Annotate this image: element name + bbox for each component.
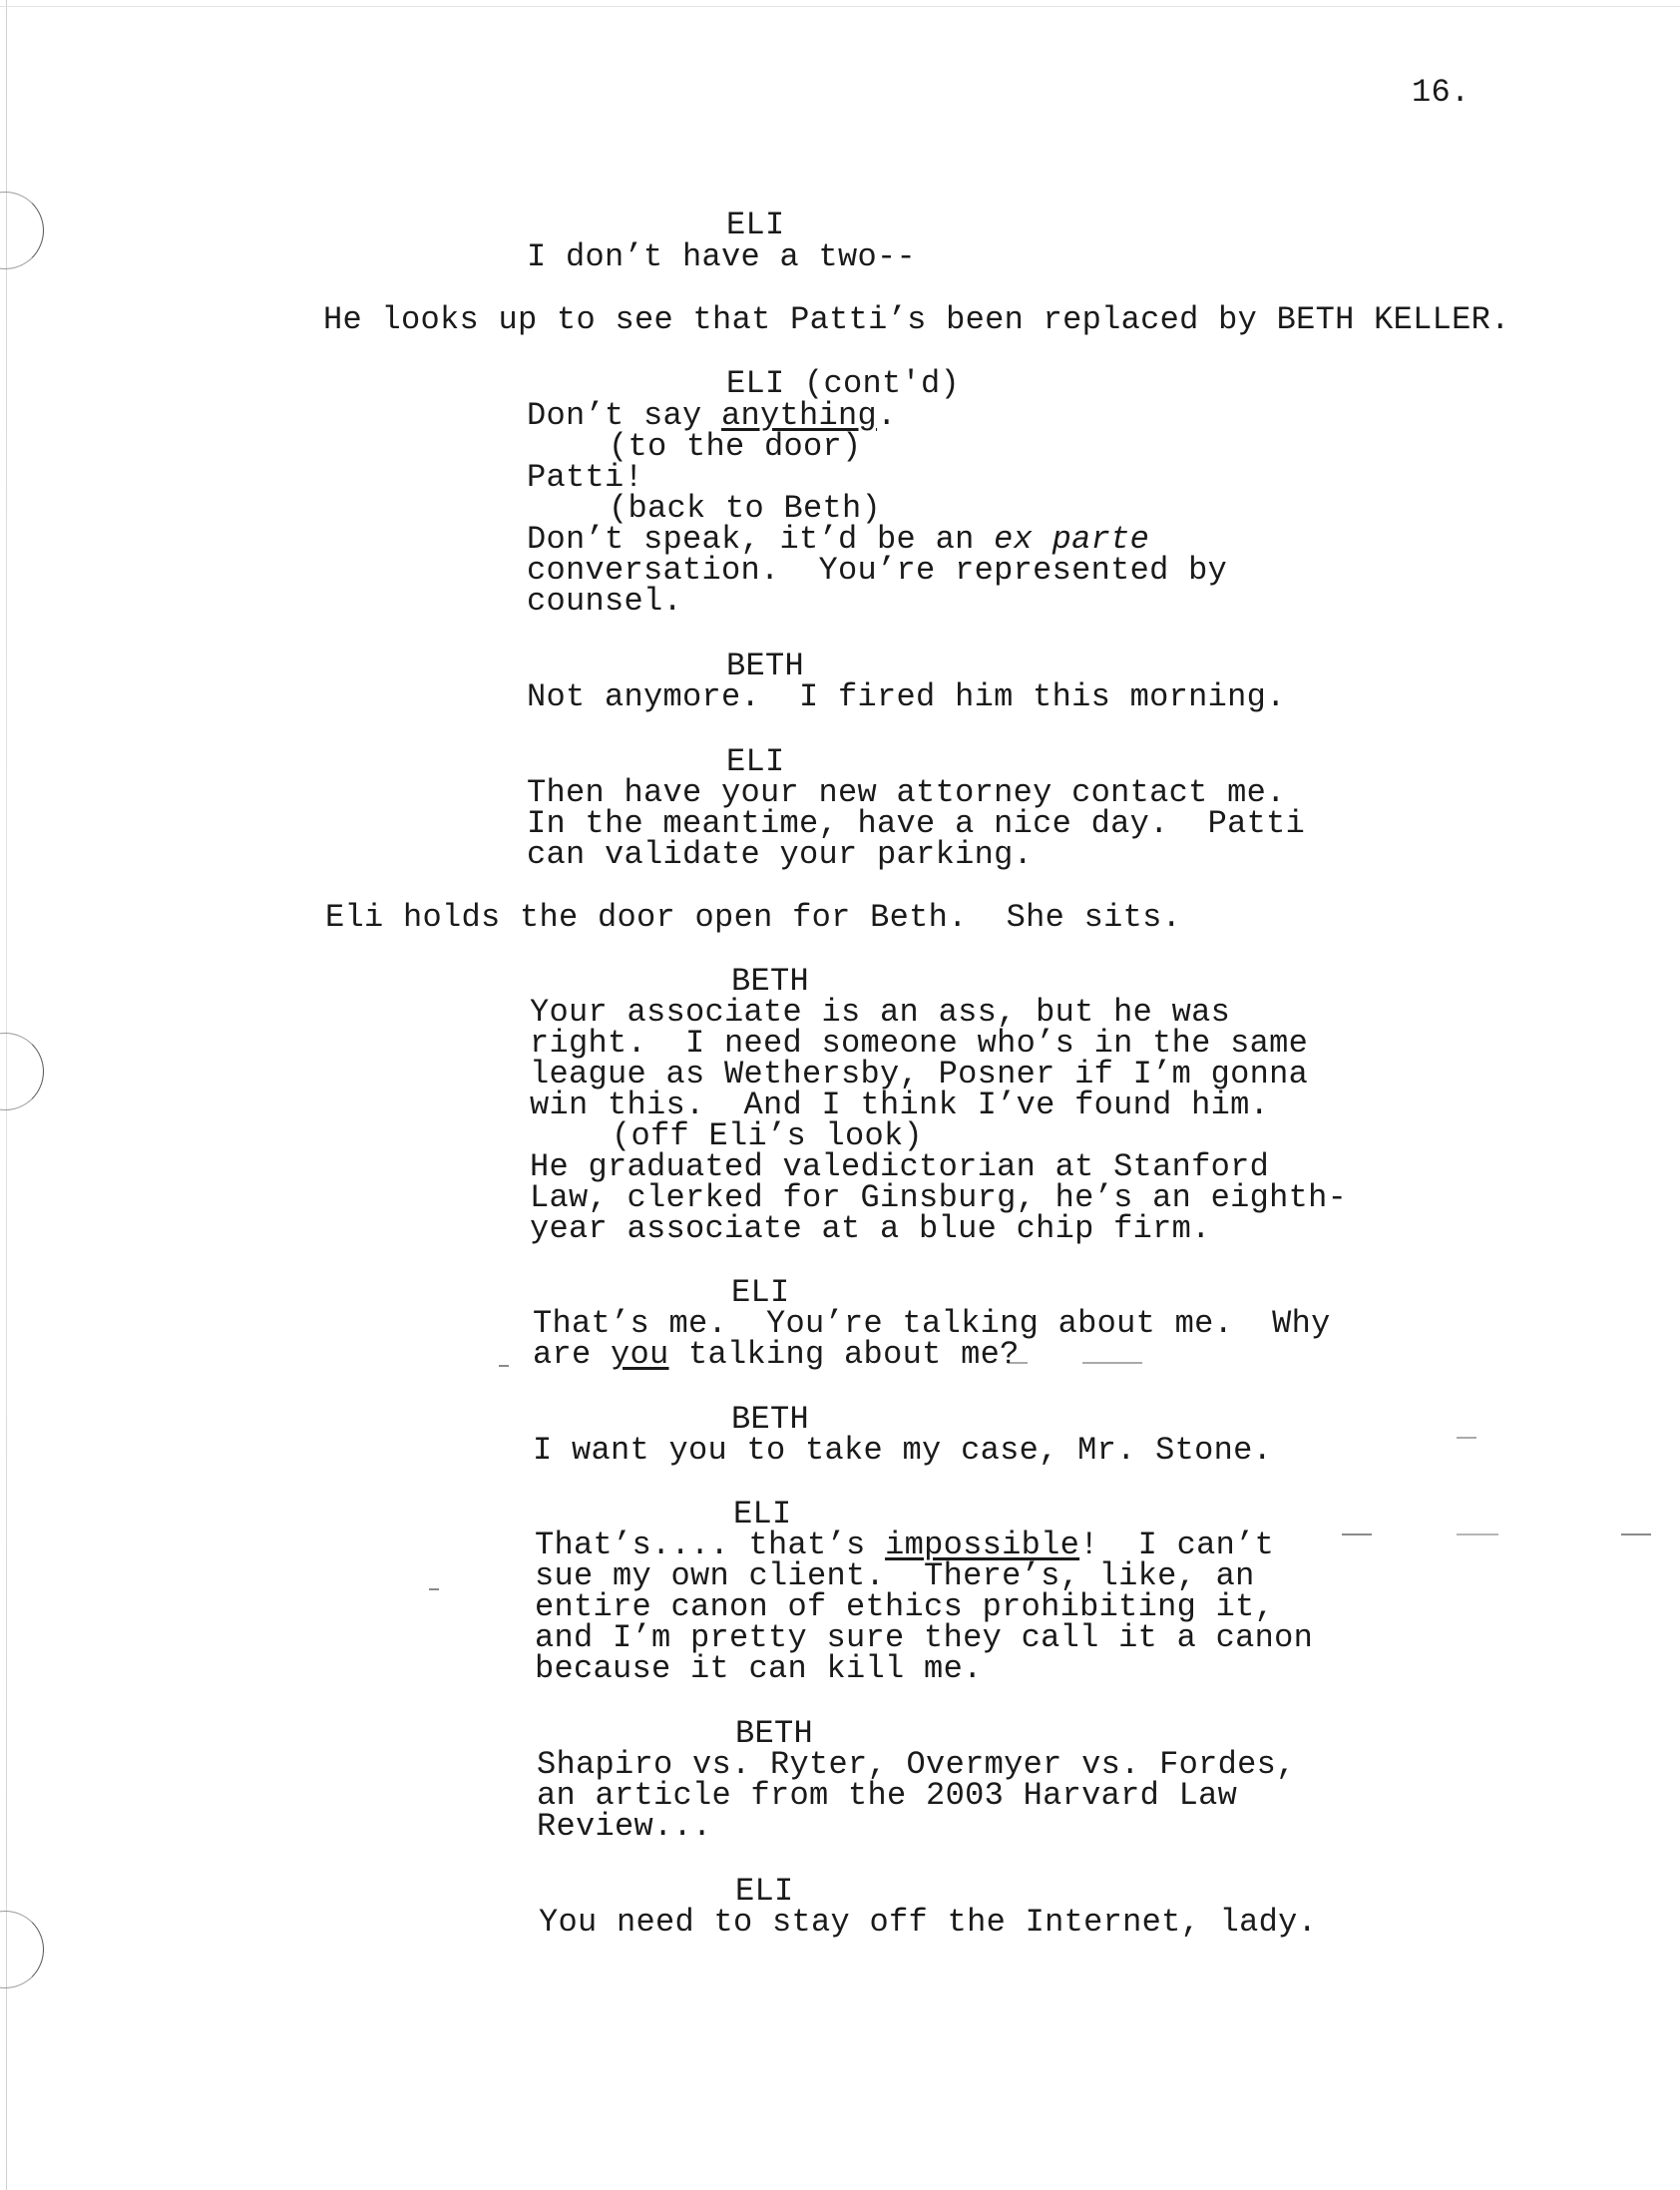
dialogue-line: In the meantime, have a nice day. Patti bbox=[527, 805, 1306, 842]
scan-speck bbox=[429, 1588, 439, 1590]
dialogue-line: Shapiro vs. Ryter, Overmyer vs. Fordes, bbox=[537, 1746, 1296, 1783]
scan-speck bbox=[1621, 1533, 1651, 1535]
character-cue: ELI (cont'd) bbox=[726, 365, 961, 402]
character-cue: BETH bbox=[726, 648, 805, 684]
character-cue: BETH bbox=[735, 1715, 814, 1752]
scan-top-line bbox=[0, 6, 1680, 7]
dialogue-line: I want you to take my case, Mr. Stone. bbox=[533, 1432, 1273, 1469]
dialogue-line: right. I need someone who’s in the same bbox=[530, 1025, 1309, 1062]
page-number: 16. bbox=[1412, 74, 1470, 111]
italic-phrase: ex parte bbox=[994, 521, 1150, 558]
parenthetical: (back to Beth) bbox=[609, 490, 882, 527]
scan-speck bbox=[1457, 1533, 1498, 1535]
scan-speck bbox=[1342, 1533, 1372, 1535]
dialogue-line: I don’t have a two-- bbox=[527, 238, 917, 275]
binder-hole-mark-bottom bbox=[0, 1911, 44, 1988]
binder-hole-mark-middle bbox=[0, 1033, 44, 1110]
character-cue: ELI bbox=[726, 207, 785, 243]
dialogue-line bbox=[535, 1527, 1275, 1563]
action-line: Eli holds the door open for Beth. She sits. bbox=[325, 899, 1182, 936]
parenthetical: (to the door) bbox=[609, 428, 862, 465]
dialogue-line: Review... bbox=[537, 1808, 712, 1845]
scan-speck bbox=[1457, 1437, 1476, 1439]
dialogue-text: . bbox=[877, 397, 897, 434]
character-cue: ELI bbox=[726, 743, 785, 780]
dialogue-line: entire canon of ethics prohibiting it, bbox=[535, 1588, 1275, 1625]
dialogue-text: That’s.... that’s bbox=[535, 1527, 886, 1563]
dialogue-line: Not anymore. I fired him this morning. bbox=[527, 678, 1286, 715]
dialogue-line: Your associate is an ass, but he was bbox=[530, 994, 1231, 1031]
underlined-word: anything bbox=[721, 397, 878, 434]
dialogue-line: That’s me. You’re talking about me. Why bbox=[533, 1305, 1331, 1342]
dialogue-line: He graduated valedictorian at Stanford bbox=[530, 1148, 1270, 1185]
dialogue-line: sue my own client. There’s, like, an bbox=[535, 1557, 1255, 1594]
character-cue: ELI bbox=[733, 1496, 792, 1533]
dialogue-line: year associate at a blue chip firm. bbox=[530, 1210, 1211, 1247]
character-cue: BETH bbox=[731, 963, 810, 1000]
dialogue-line: You need to stay off the Internet, lady. bbox=[539, 1904, 1318, 1941]
dialogue-line: Then have your new attorney contact me. bbox=[527, 774, 1286, 811]
dialogue-line: because it can kill me. bbox=[535, 1650, 983, 1687]
character-cue: ELI bbox=[735, 1873, 794, 1910]
dialogue-line bbox=[527, 521, 1150, 558]
dialogue-line: win this. And I think I’ve found him. bbox=[530, 1087, 1270, 1123]
dialogue-line: counsel. bbox=[527, 583, 683, 620]
dialogue-line: Patti! bbox=[527, 459, 644, 496]
scan-speck bbox=[499, 1365, 509, 1367]
dialogue-text: Don’t speak, it’d be an bbox=[527, 521, 995, 558]
dialogue-line bbox=[527, 397, 897, 434]
underlined-word: impossible bbox=[885, 1527, 1080, 1563]
character-cue: ELI bbox=[731, 1274, 790, 1311]
dialogue-text: are bbox=[533, 1336, 612, 1373]
dialogue-text: Don’t say bbox=[527, 397, 722, 434]
scan-speck bbox=[1082, 1362, 1142, 1364]
binder-hole-mark-top bbox=[0, 192, 44, 269]
dialogue-line: an article from the 2003 Harvard Law bbox=[537, 1777, 1238, 1814]
dialogue-line: conversation. You’re represented by bbox=[527, 552, 1228, 589]
action-line: He looks up to see that Patti’s been replaced by BETH KELLER. bbox=[323, 301, 1510, 338]
parenthetical: (off Eli’s look) bbox=[612, 1117, 924, 1154]
dialogue-line: Law, clerked for Ginsburg, he’s an eighth- bbox=[530, 1179, 1348, 1216]
dialogue-line: league as Wethersby, Posner if I’m gonna bbox=[530, 1056, 1309, 1093]
character-cue: BETH bbox=[731, 1401, 810, 1438]
dialogue-line: and I’m pretty sure they call it a canon bbox=[535, 1619, 1314, 1656]
dialogue-text: talking about me? bbox=[668, 1336, 1020, 1373]
dialogue-line bbox=[533, 1336, 1020, 1373]
underlined-word: you bbox=[611, 1336, 669, 1373]
dialogue-text: ! I can’t bbox=[1079, 1527, 1275, 1563]
dialogue-line: can validate your parking. bbox=[527, 836, 1034, 873]
